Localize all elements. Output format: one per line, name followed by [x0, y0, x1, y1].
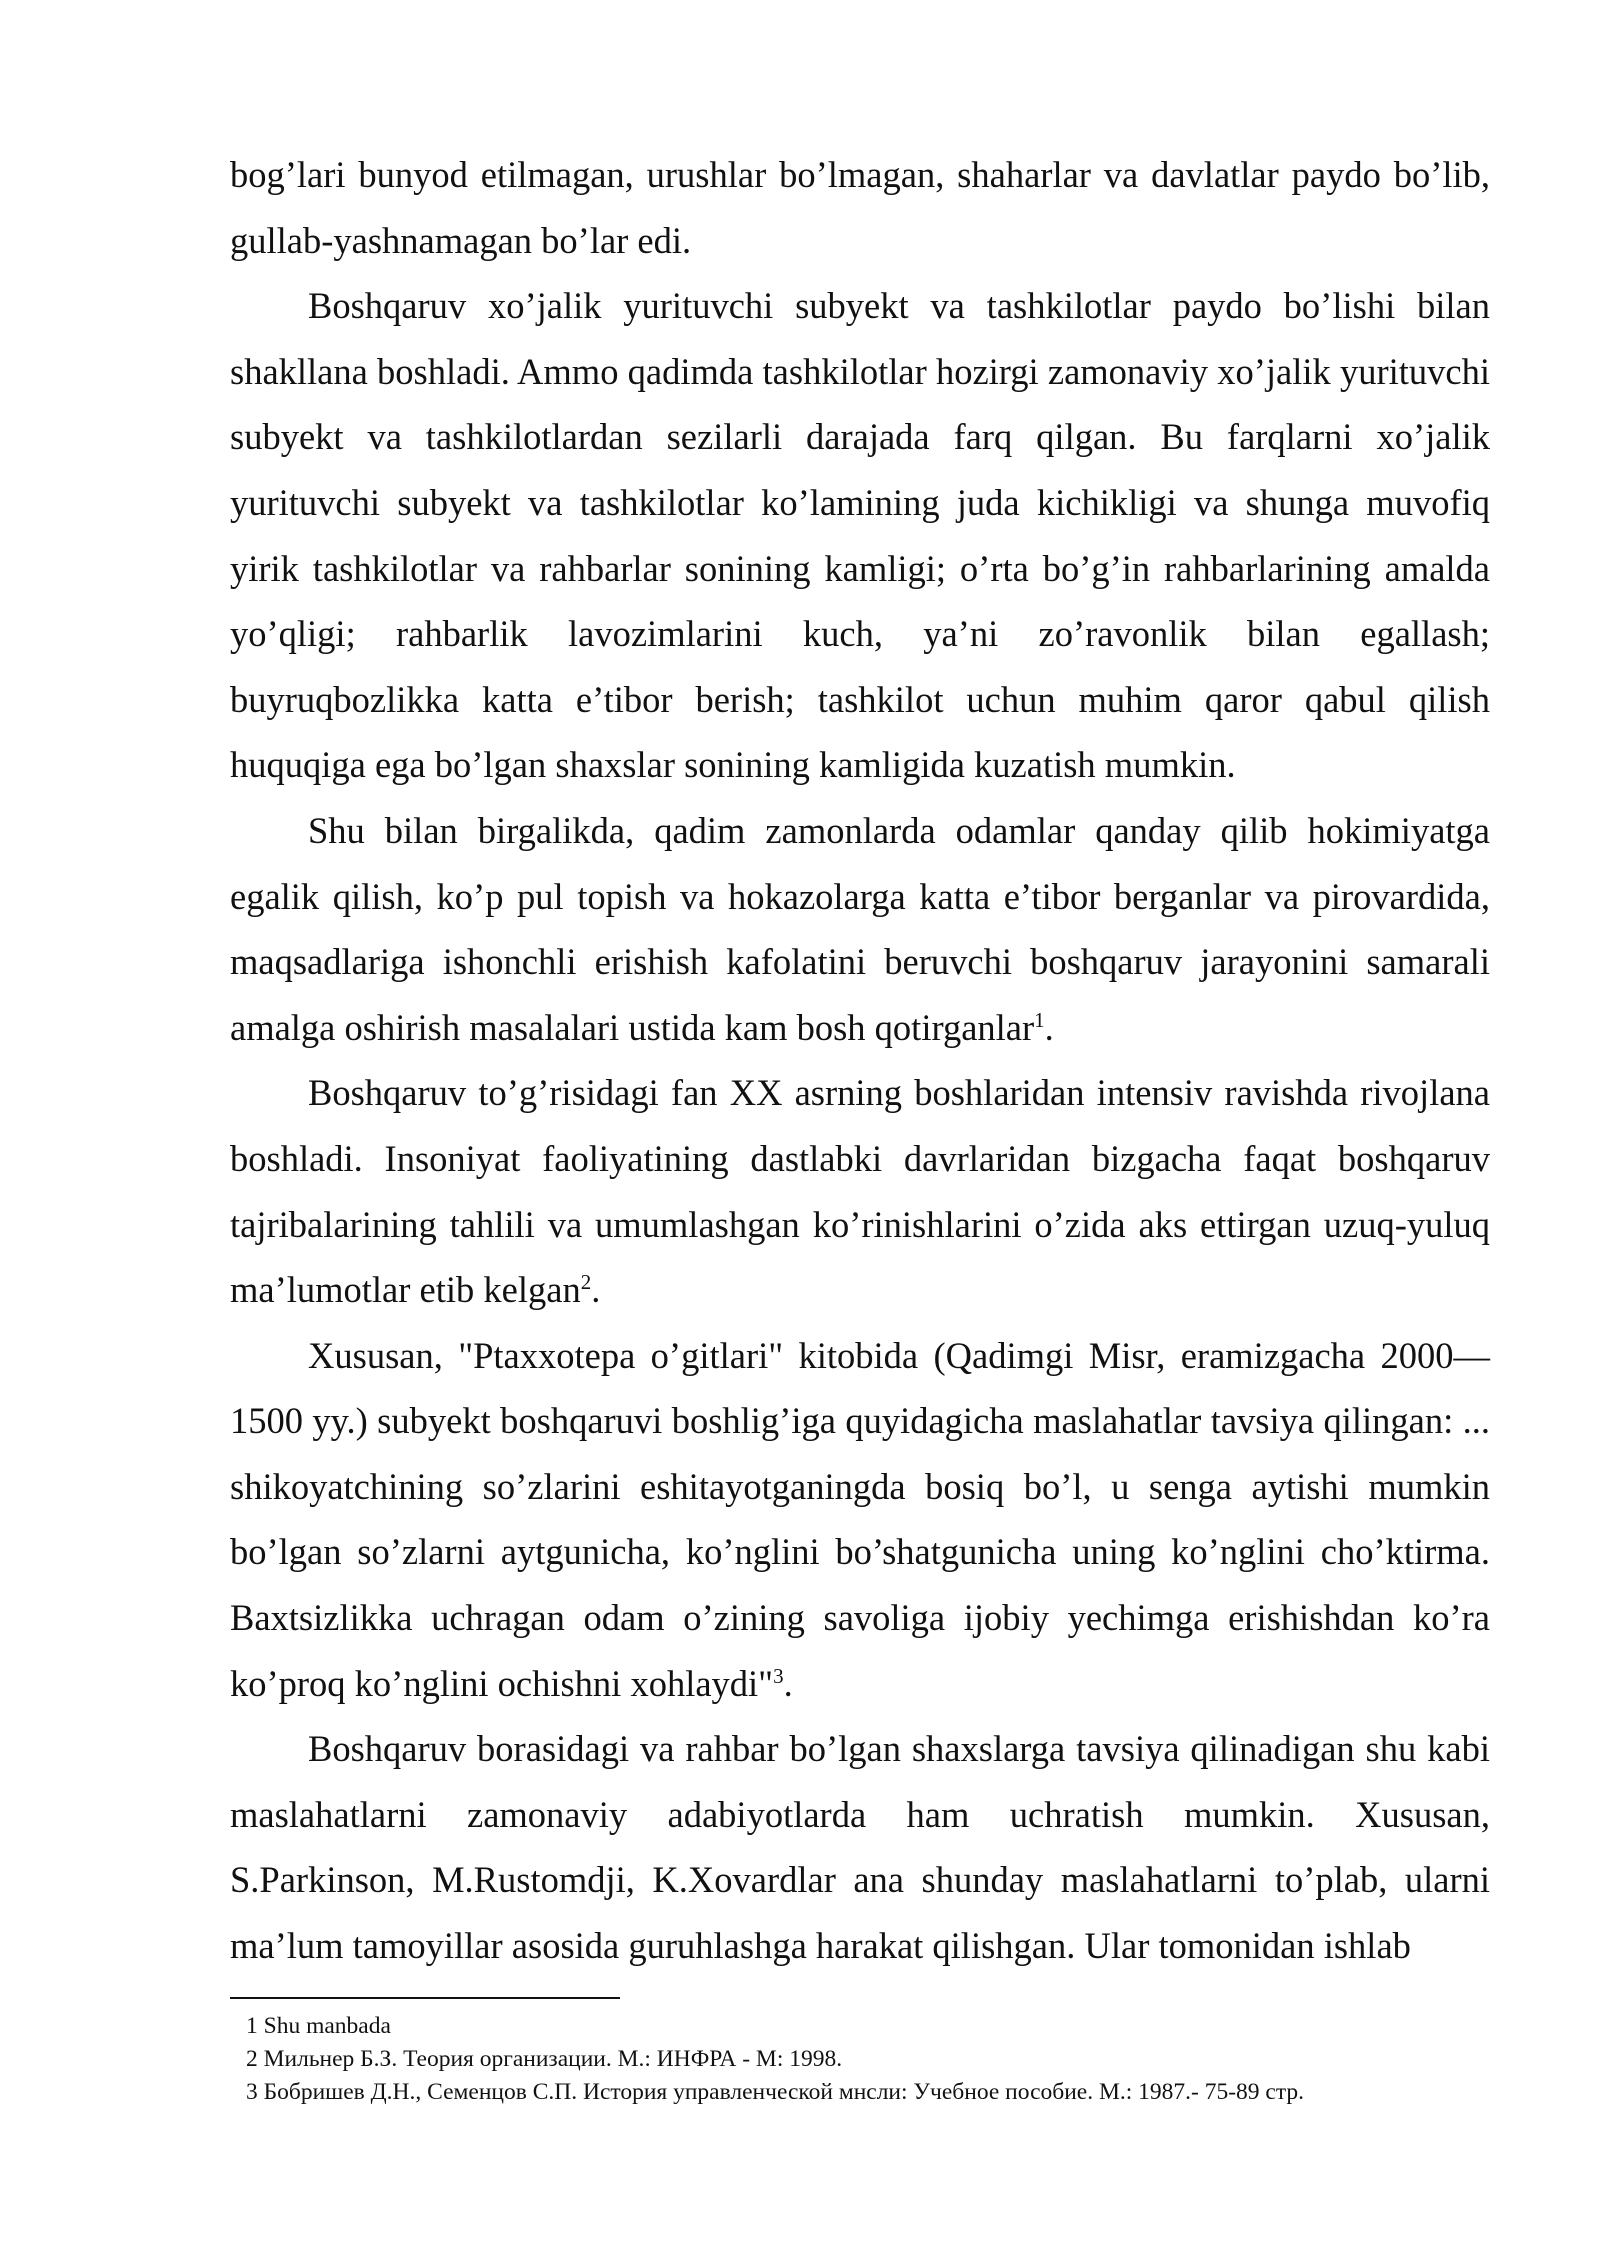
footnote-1: 1 Shu manbada: [246, 2013, 391, 2039]
paragraph-3: Shu bilan birgalikda, qadim zamonlarda odamlar qanday qilib hokimiyatga egalik qilish, ko’p pul topish va hokazolarga katta e’tibor berganlar va pirovardida, maqsadlariga ishonchli erishish kafolatini beruvchi boshqaruv jarayonini samarali amalga oshirish masalalari ustida kam bosh qotirganlar$^1$.: [230, 809, 1490, 1048]
body-text: [230, 142, 1490, 1979]
footnote-ref-1[interactable]: 1: [1034, 1007, 1045, 1032]
footnotes: [246, 2010, 1496, 2109]
footnote-3: 3 Бобришев Д.Н., Семенцов С.П. История управленческой мнсли: Учебное пособие. М.: 1987.- 75-89 стр.: [246, 2079, 1305, 2105]
footnote-ref-2[interactable]: 2: [580, 1269, 592, 1294]
paragraph-6: Boshqaruv borasidagi va rahbar bo’lgan shaxslarga tavsiya qilinadigan shu kabi maslahatlarni zamonaviy adabiyotlarda ham uchratish mumkin. Xususan, S.Parkinson, M.Rustomdji, K.Xovardlar ana shunday maslahatlarni to’plab, ularni ma’lum tamoyillar asosida guruhlashga harakat qilishgan. Ular tomonidan ishlab: [230, 1728, 1490, 1967]
paragraph-2: Boshqaruv xo’jalik yurituvchi subyekt va tashkilotlar paydo bo’lishi bilan shakllana boshladi. Ammo qadimda tashkilotlar hozirgi zamonaviy xo’jalik yurituvchi subyekt va tashkilotlardan sezilarli darajada farq qilgan. Bu farqlarni xo’jalik yurituvchi subyekt va tashkilotlar ko’lamining juda kichikligi va shunga muvofiq yirik tashkilotlar va rahbarlar sonining kamligi; o’rta bo’g’in rahbarlarining amalda yo’qligi; rahbarlik lavozimlarini kuch, ya’ni zo’ravonlik bilan egallash; buyruqbozlikka katta e’tibor berish; tashkilot uchun muhim qaror qabul qilish huquqiga ega bo’lgan shaxslar sonining kamligida kuzatish mumkin.: [230, 285, 1490, 786]
footnote-2: 2 Мильнер Б.З. Теория организации. М.: ИНФРА - М: 1998.: [246, 2046, 843, 2072]
footnote-ref-3[interactable]: 3: [773, 1663, 784, 1688]
paragraph-5: Xususan, "Ptaxxotepa o’gitlari" kitobida (Qadimgi Misr, eramizgacha 2000—1500 yy.) subyekt boshqaruvi boshlig’iga quyidagicha maslahatlar tavsiya qilingan: ... shikoyatchining so’zlarini eshitayotganingda bosiq bo’l, u senga aytishi mumkin bo’lgan so’zlarni aytgunicha, ko’nglini bo’shatgunicha uning ko’nglini cho’ktirma. Baxtsizlikka uchragan odam o’zining savoliga ijobiy yechimga erishishdan ko’ra ko’proq ko’nglini ochishni xohlaydi"$^3$.: [230, 1334, 1490, 1704]
footnote-separator: [230, 1997, 620, 1999]
paragraph-1: bog’lari bunyod etilmagan, urushlar bo’lmagan, shaharlar va davlatlar paydo bo’lib, gullab-yashnamagan bo’lar edi.: [230, 154, 1490, 261]
paragraph-4: Boshqaruv to’g’risidagi fan XX asrning boshlaridan intensiv ravishda rivojlana boshladi. Insoniyat faoliyatining dastlabki davrlaridan bizgacha faqat boshqaruv tajribalarining tahlili va umumlashgan ko’rinishlarini o’zida aks ettirgan uzuq-yuluq ma’lumotlar etib kelgan$^2$.: [230, 1072, 1490, 1311]
